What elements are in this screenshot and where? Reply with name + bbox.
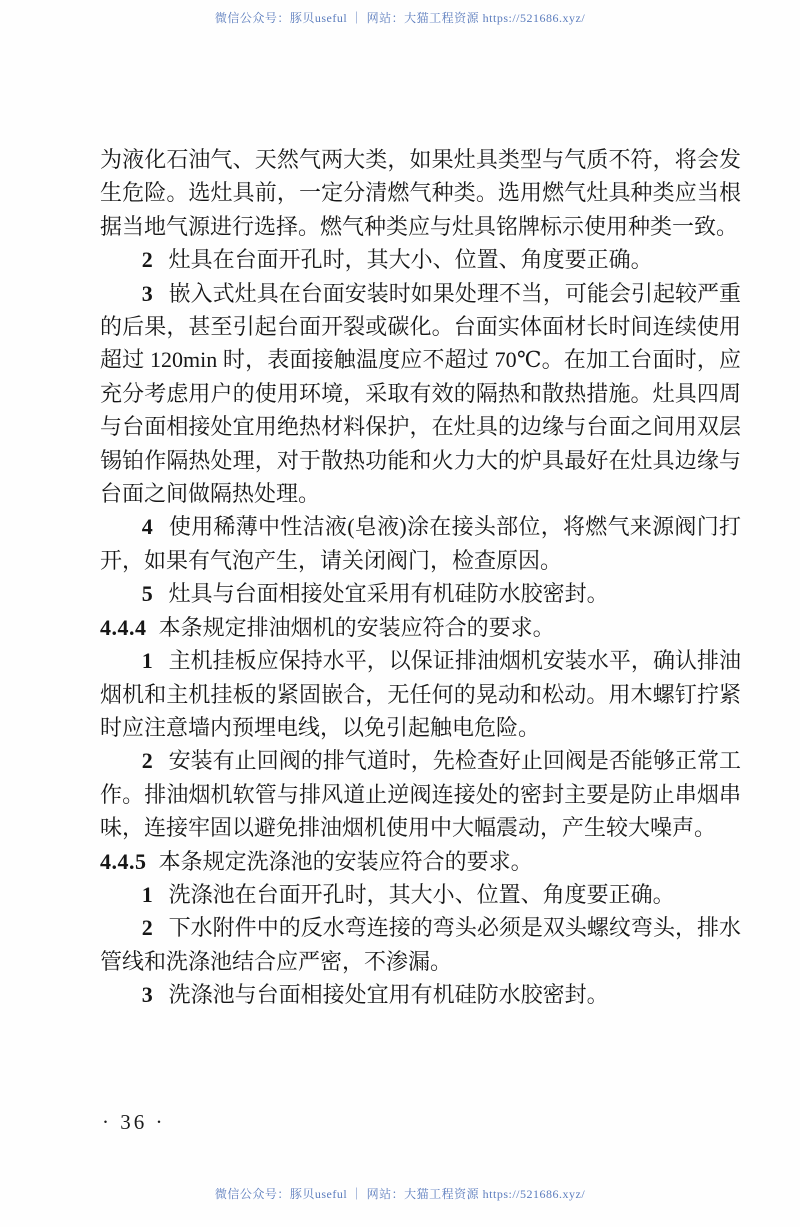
item-text: 主机挂板应保持水平，以保证排油烟机安装水平，确认排油烟机和主机挂板的紧固嵌合，无任何的晃动和松动。用木螺钉拧紧时应注意墙内预埋电线，以免引起触电危险。: [100, 648, 741, 740]
item-text: 灶具与台面相接处宜采用有机硅防水胶密封。: [168, 581, 609, 607]
item-number: 2: [141, 915, 153, 941]
section-heading: [100, 611, 741, 644]
list-item: [100, 878, 741, 911]
watermark-footer: 微信公众号：豚贝useful ｜ 网站：大猫工程资源 https://521686.xyz/: [214, 1187, 586, 1201]
list-item: [100, 978, 741, 1011]
item-text: 嵌入式灶具在台面安装时如果处理不当，可能会引起较严重的后果，甚至引起台面开裂或碳化。台面实体面材长时间连续使用超过 120min 时，表面接触温度应不超过 70℃。在加工台面时，应充分考虑用户的使用环境，采取有效的隔热和散热措施。灶具四周与台面相接处宜用绝热材料保护，在灶具的边缘与台面之间用双层锡铂作隔热处理，对于散热功能和火力大的炉具最好在灶具边缘与台面之间做隔热处理。: [100, 280, 741, 507]
section-number: 4.4.5: [100, 848, 147, 874]
item-text: 洗涤池在台面开孔时，其大小、位置、角度要正确。: [168, 881, 675, 907]
list-item: [100, 277, 741, 511]
item-number: 3: [141, 982, 153, 1008]
page-number: · 36 ·: [102, 1110, 166, 1134]
item-number: 4: [141, 514, 153, 540]
paragraph: [100, 143, 741, 243]
item-number: 3: [141, 280, 153, 306]
watermark-header: 微信公众号：豚贝useful ｜ 网站：大猫工程资源 https://521686.xyz/: [214, 11, 586, 25]
item-number: 1: [141, 648, 153, 674]
section-text: 本条规定洗涤池的安装应符合的要求。: [158, 848, 533, 874]
list-item: [100, 510, 741, 577]
item-text: 安装有止回阀的排气道时，先检查好止回阀是否能够正常工作。排油烟机软管与排风道止逆阀连接处的密封主要是防止串烟串味，连接牢固以避免排油烟机使用中大幅震动，产生较大噪声。: [100, 748, 741, 841]
list-item: [100, 744, 741, 844]
item-number: 5: [141, 581, 153, 607]
item-text: 灶具在台面开孔时，其大小、位置、角度要正确。: [168, 247, 653, 273]
item-text: 洗涤池与台面相接处宜用有机硅防水胶密封。: [168, 982, 609, 1008]
section-number: 4.4.4: [100, 614, 147, 640]
list-item: [100, 644, 741, 744]
section-text: 本条规定排油烟机的安装应符合的要求。: [158, 614, 555, 640]
item-text: 下水附件中的反水弯连接的弯头必须是双头螺纹弯头，排水管线和洗涤池结合应严密，不渗漏。: [100, 915, 741, 974]
list-item: [100, 577, 741, 610]
document-body: [100, 143, 741, 1012]
list-item: [100, 911, 741, 978]
item-number: 2: [141, 247, 153, 273]
list-item: [100, 243, 741, 276]
section-heading: [100, 845, 741, 878]
item-number: 1: [141, 881, 153, 907]
paragraph-text: 为液化石油气、天然气两大类，如果灶具类型与气质不符，将会发生危险。选灶具前，一定分清燃气种类。选用燃气灶具种类应当根据当地气源进行选择。燃气种类应与灶具铭牌标示使用种类一致。: [100, 147, 741, 239]
item-text: 使用稀薄中性洁液(皂液)涂在接头部位，将燃气来源阀门打开，如果有气泡产生，请关闭阀门，检查原因。: [100, 514, 741, 573]
item-number: 2: [141, 748, 153, 774]
